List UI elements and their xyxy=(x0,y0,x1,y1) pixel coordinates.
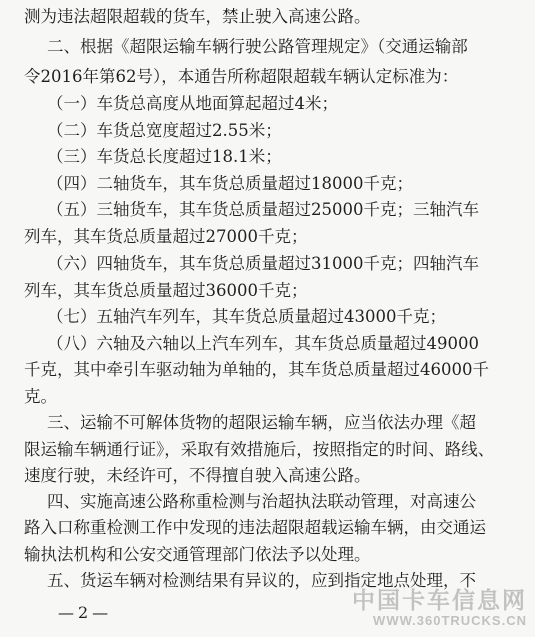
page-number: —2— xyxy=(58,603,113,622)
text-line-content: （六）四轴货车，其车货总质量超过31000千克；四轴汽车 xyxy=(47,254,479,273)
text-line xyxy=(0,117,535,145)
watermark-name: 中国卡车信息网 xyxy=(352,587,527,613)
text-line-content: 速度行驶，未经许可，不得擅自驶入高速公路。 xyxy=(24,466,371,485)
text-line xyxy=(0,143,535,171)
text-line xyxy=(0,383,535,411)
text-line-content: 五、货运车辆对检测结果有异议的，应到指定地点处理，不 xyxy=(47,571,476,590)
text-line-content: 千克，其中牵引车驱动轴为单轴的，其车货总质量超过46000千 xyxy=(24,360,489,379)
text-line-content: 克。 xyxy=(24,387,57,406)
text-line-content: 路入口称重检测工作中发现的违法超限超载运输车辆，由交通运 xyxy=(24,518,486,537)
text-line xyxy=(0,170,535,198)
text-line-content: 四、实施高速公路称重检测与治超执法联动管理，对高速公 xyxy=(47,492,476,511)
text-line xyxy=(0,3,535,31)
text-line xyxy=(0,33,535,61)
text-line-content: 二、根据《超限运输车辆行驶公路管理规定》（交通运输部 xyxy=(47,37,468,56)
text-line xyxy=(0,356,535,384)
text-line xyxy=(0,250,535,278)
site-watermark xyxy=(317,587,527,633)
text-line xyxy=(0,409,535,437)
text-line-content: （七）五轴汽车列车，其车货总质量超过43000千克； xyxy=(47,307,446,326)
text-line-content: 输执法机构和公安交通管理部门依法予以处理。 xyxy=(24,545,371,564)
text-line-content: （三）车货总长度超过18.1米； xyxy=(47,147,282,166)
text-line-content: 令2016年第62号），本通告所称超限超载车辆认定标准为： xyxy=(24,67,459,86)
text-line-content: 测为违法超限超载的货车，禁止驶入高速公路。 xyxy=(24,7,371,26)
text-line-content: （一）车货总高度从地面算起超过4米； xyxy=(47,94,338,113)
text-line xyxy=(0,330,535,358)
text-line xyxy=(0,277,535,305)
text-line-content: 列车，其车货总质量超过36000千克； xyxy=(24,281,308,300)
text-line-content: 三、运输不可解体货物的超限运输车辆，应当依法办理《超 xyxy=(47,413,476,432)
text-line xyxy=(0,462,535,490)
text-line xyxy=(0,223,535,251)
text-line-content: 列车，其车货总质量超过27000千克； xyxy=(24,227,308,246)
text-line-content: （五）三轴货车，其车货总质量超过25000千克；三轴汽车 xyxy=(47,200,479,219)
text-line-content: （二）车货总宽度超过2.55米； xyxy=(47,121,282,140)
text-line-content: （四）二轴货车，其车货总质量超过18000千克； xyxy=(47,174,413,193)
text-line xyxy=(0,541,535,569)
text-line xyxy=(0,436,535,464)
text-line xyxy=(0,488,535,516)
watermark-url: WWW.360TRUCKS.CN xyxy=(373,613,527,628)
text-line xyxy=(0,63,535,91)
text-line xyxy=(0,90,535,118)
text-line-content: （八）六轴及六轴以上汽车列车，其车货总质量超过49000 xyxy=(47,334,479,353)
text-line xyxy=(0,303,535,331)
text-line-content: 限运输车辆通行证》，采取有效措施后，按照指定的时间、路线、 xyxy=(24,440,495,459)
text-line xyxy=(0,514,535,542)
text-line xyxy=(0,196,535,224)
